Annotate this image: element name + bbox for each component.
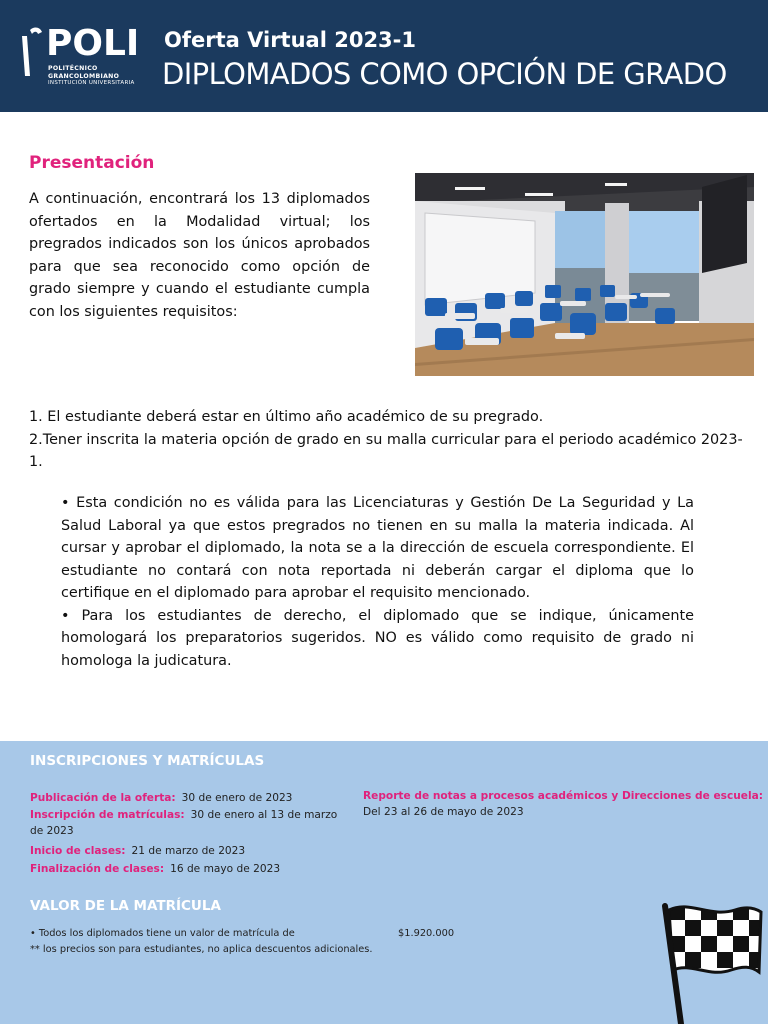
- poli-logo: [18, 22, 148, 92]
- condition-item: • Para los estudiantes de derecho, el diplomado que se indique, únicamente homologará los preparatorios sugeridos. NO es válido como requisito de grado ni homologa la judicatura.: [61, 607, 694, 669]
- header-subtitle: Oferta Virtual 2023-1: [164, 28, 416, 52]
- requirement-item: 1. El estudiante deberá estar en último año académico de su pregrado.: [29, 409, 544, 425]
- tuition-note: ** los precios son para estudiantes, no aplica descuentos adicionales.: [30, 944, 373, 955]
- tuition-title: VALOR DE LA MATRÍCULA: [30, 898, 221, 914]
- checkered-flag-icon: [655, 900, 765, 1024]
- info-panel: [0, 741, 768, 1024]
- enrollment-label: Inscripción de matrículas:: [30, 809, 185, 821]
- enrollment-item: [30, 807, 350, 839]
- report-label: [363, 788, 763, 804]
- enrollment-title: INSCRIPCIONES Y MATRÍCULAS: [30, 753, 265, 769]
- header-banner: [0, 0, 768, 112]
- enrollment-value: 30 de enero de 2023: [181, 792, 293, 804]
- enrollment-value: 16 de mayo de 2023: [170, 863, 281, 875]
- presentation-intro: A continuación, encontrará los 13 diplomados ofertados en la Modalidad virtual; los pregrados indicados son los únicos aprobados para que sea reconocido como opción de grado siempre y cuando el estudiante cumpla con los siguientes requisitos:: [29, 191, 370, 320]
- header-title: DIPLOMADOS COMO OPCIÓN DE GRADO: [162, 57, 727, 91]
- logo-line-3: INSTITUCIÓN UNIVERSITARIA: [48, 80, 135, 86]
- presentation-title: Presentación: [29, 153, 155, 173]
- requirements-list: [29, 406, 744, 474]
- enrollment-item: [30, 790, 350, 806]
- enrollment-item: [30, 843, 350, 859]
- classroom-photo: [415, 173, 754, 376]
- logo-line-2: GRANCOLOMBIANO: [48, 72, 120, 80]
- enrollment-label: Finalización de clases:: [30, 863, 165, 875]
- enrollment-label: Publicación de la oferta:: [30, 792, 176, 804]
- logo-subtitle: [48, 65, 158, 88]
- logo-line-1: POLITÉCNICO: [48, 65, 98, 72]
- logo-word: POLI: [46, 23, 140, 64]
- report-label-text: Reporte de notas a procesos académicos y Direcciones de escuela:: [363, 790, 763, 802]
- condition-item: • Esta condición no es válida para las Licenciaturas y Gestión De La Seguridad y La Salud Laboral ya que estos pregrados no tienen en su malla la materia indicada. Al cursar y aprobar el diplomado, la nota se a la dirección de escuela correspondiente. El estudiante no contará con nota reportada ni deberán cargar el diploma que lo certifique en el diplomado para aprobar el requisito mencionado.: [61, 495, 694, 601]
- enrollment-value: 30 de enero al 13 de marzo de 2023: [30, 809, 338, 837]
- tuition-amount: $1.920.000: [398, 928, 455, 939]
- enrollment-label: Inicio de clases:: [30, 845, 126, 857]
- requirement-item: 2.Tener inscrita la materia opción de grado en su malla curricular para el periodo académico 2023-1.: [29, 431, 743, 470]
- conditions-list: [61, 492, 694, 672]
- report-value: Del 23 al 26 de mayo de 2023: [363, 806, 524, 818]
- enrollment-value: 21 de marzo de 2023: [131, 845, 246, 857]
- tuition-line: • Todos los diplomados tiene un valor de matrícula de: [30, 928, 295, 939]
- logo-mark-icon: [18, 24, 48, 84]
- enrollment-item: [30, 861, 350, 877]
